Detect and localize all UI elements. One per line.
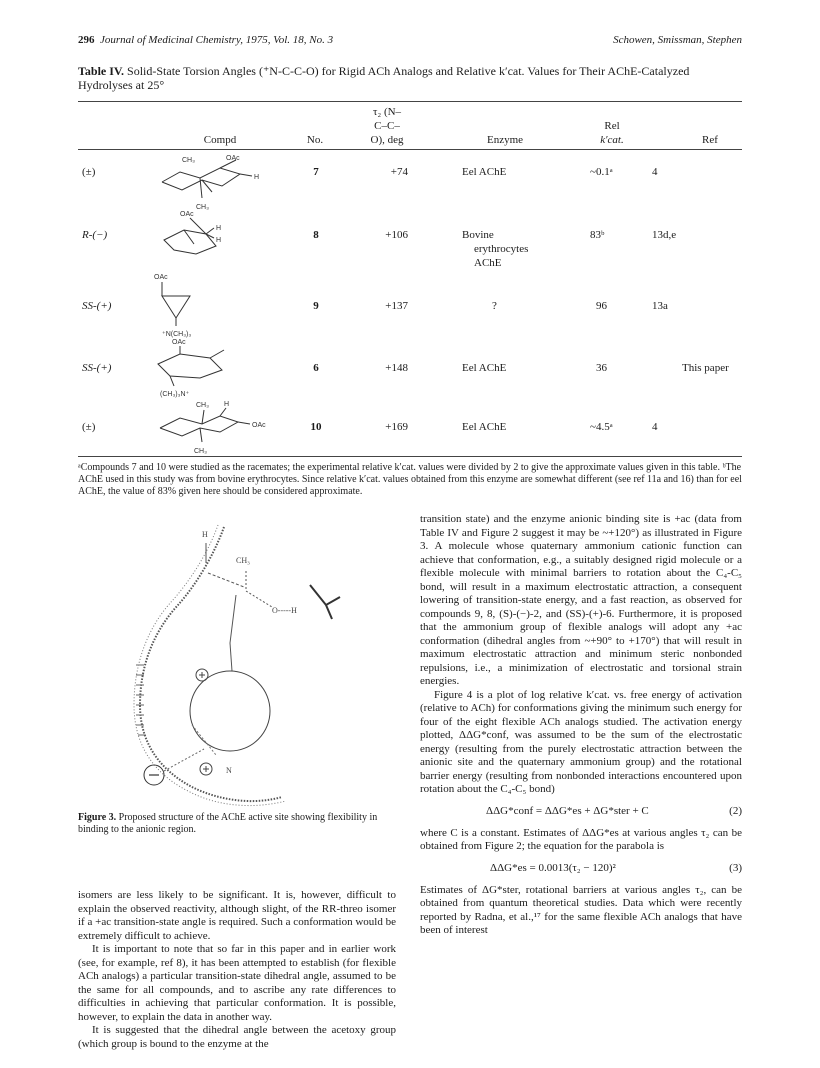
equation-3-row: [420, 854, 742, 884]
page-number: 296: [78, 34, 95, 46]
equation-3-number: (3): [729, 861, 742, 874]
s8-oac-label: OAc: [180, 211, 194, 218]
figure-3-label: Figure 3.: [78, 812, 117, 823]
row9-rel: 96: [596, 300, 607, 312]
row9-enzyme: ?: [492, 300, 497, 312]
s8-h2-label: H: [216, 237, 222, 244]
row7-tau: +74: [390, 166, 408, 178]
header-compd: Compd: [203, 134, 237, 146]
right-paragraph-3: where C is a constant. Estimates of ΔΔG*es at various angles τ₂ can be obtained from Figure 2; the equation for the parabola is: [420, 826, 742, 852]
row7-config: (±): [82, 166, 96, 178]
s7-oac-label: OAc: [226, 155, 240, 162]
row7-no: 7: [313, 166, 319, 178]
s10-h-label: H: [224, 401, 230, 408]
row6-config: SS-(+): [82, 362, 112, 374]
table-header-rule: [78, 149, 742, 150]
header-tau-line1: τ₂ (N–: [372, 106, 402, 118]
row9-ref: 13a: [652, 300, 668, 312]
header-tau-line3: O), deg: [370, 134, 404, 146]
header-enzyme: Enzyme: [486, 134, 524, 146]
structure-compound-7: [140, 152, 280, 212]
row6-ref: This paper: [682, 362, 729, 374]
row10-tau: +169: [385, 421, 408, 433]
table-top-rule: [78, 101, 742, 102]
row7-rel: ~0.1ᵃ: [590, 166, 613, 178]
right-column: [420, 513, 742, 938]
s7-h-label: H: [254, 174, 260, 181]
s6-n-label: (CH₃)₃N⁺: [160, 391, 190, 398]
header-ref: Ref: [702, 134, 718, 146]
row9-config: SS-(+): [82, 300, 112, 312]
s7-top-label: CH₃: [182, 157, 195, 164]
right-paragraph-4: Estimates of ΔG*ster, rotational barriers at various angles τ₂, can be obtained from quantum theoretical studies. Data which were recently reported by Radna, et al.,¹⁷ for the same flexible ACh analogs that have been of interest: [420, 883, 742, 936]
journal-citation: Journal of Medicinal Chemistry, 1975, Vol. 18, No. 3: [100, 34, 334, 46]
structure-compound-8: [150, 208, 240, 263]
running-authors: Schowen, Smissman, Stephen: [613, 34, 742, 46]
row8-enzyme-line1: Bovine: [462, 229, 494, 241]
s6-oac-label: OAc: [172, 339, 186, 346]
equation-2: ΔΔG*conf = ΔΔG*es + ΔG*ster + C: [486, 804, 649, 817]
table-caption: Solid-State Torsion Angles (⁺N-C-C-O) for Rigid ACh Analogs and Relative k′cat. Values for Their AChE-Catalyzed Hydrolyses at 25°: [78, 64, 690, 92]
row10-no: 10: [310, 421, 322, 433]
row6-rel: 36: [596, 362, 607, 374]
figure-3-drawing: [96, 515, 356, 807]
row8-tau: +106: [385, 229, 408, 241]
structure-compound-9: [150, 270, 240, 340]
right-paragraph-1: transition state) and the enzyme anionic binding site is +ac (data from Table IV and Figure 2 suggest it may be ~+120°) as illustrated in Figure 3. A molecule whose quaternary ammonium cationic function can achieve that conformation, e.g., a suitably designed rigid molecule or a flexible molecule with minimal barriers to rotation about the C₄-C₅ bond, will result in a maximum electrostatic attraction, a consequent lowering of transition-state energy, and a fast reaction, as observed for compounds 9, 8, (S)-(−)-2, and (SS)-(+)-6. Furthermore, it is proposed that the ammonium group of flexible analogs will adopt any +ac conformation (dihedral angles from ~+90° to +170°) that will result in maximum electrostatic attraction and minimum steric nonbonded repulsions, i.e., a minimization of electrostatic and torsional strain energies.: [420, 513, 742, 687]
left-paragraph-3: It is suggested that the dihedral angle between the acetoxy group (which group is bound to the enzyme at the: [78, 1024, 396, 1050]
row8-enzyme-line2: erythrocytes: [474, 243, 529, 255]
row7-enzyme: Eel AChE: [462, 166, 507, 178]
fig-h-label: H: [202, 530, 208, 539]
row6-tau: +148: [385, 362, 408, 374]
fig-ch3-label: CH₃: [236, 556, 250, 565]
equation-2-row: [420, 797, 742, 827]
s9-oac-label: OAc: [154, 274, 168, 281]
row8-rel: 83ᵇ: [590, 229, 605, 241]
s7-bottom-label: CH₃: [196, 204, 209, 211]
s10-oac-label: OAc: [252, 422, 266, 429]
table-footnote: ᵃCompounds 7 and 10 were studied as the racemates; the experimental relative k′cat. values were divided by 2 to give the approximate values given in this table. ᵇThe AChE used in this study was from bovine erythrocytes. Since relative k′cat. values obtained from this enzyme are somewhat different (see ref 11a and 16) than for eel AChE, the value of 83% given here should be considered approximate.: [78, 462, 742, 497]
left-paragraph-1: isomers are less likely to be significant. It is, however, difficult to explain the observed reactivity, although slight, of the RR-threo isomer if a +ac transition-state angle is required. Such a conformation would be extremely difficult to achieve.: [78, 889, 396, 942]
row10-config: (±): [82, 421, 96, 433]
figure-3: [96, 515, 356, 812]
row7-ref: 4: [652, 166, 658, 178]
figure-3-caption: [78, 812, 396, 836]
table-title: [78, 64, 718, 92]
right-paragraph-2: Figure 4 is a plot of log relative k′cat. vs. free energy of activation (relative to ACh) for conformations giving the minimum such energy for four of the eight flexible ACh analogs studied. The activation energy plotted, ΔΔG*conf, was assumed to be the sum of the electrostatic energy (resulting from the purely electrostatic attraction between the anionic site and the quaternary ammonium group) and the rotational barrier energy (resulting from nonbonded interactions encountered upon rotation about the C₄-C₅ bond): [420, 688, 742, 795]
left-paragraph-2: It is important to note that so far in this paper and in earlier work (see, for example, ref 8), it has been attempted to establish (for flexible ACh analogs) a particular transition-state dihedral angle, assumed to be the same for all compounds, and to ascribe any rate differences to difficulties in achieving that particular conformation. It is possible, however, to explain the data in another way.: [78, 943, 396, 1023]
s8-h1-label: H: [216, 225, 222, 232]
row10-enzyme: Eel AChE: [462, 421, 507, 433]
equation-2-number: (2): [729, 804, 742, 817]
row9-no: 9: [313, 300, 319, 312]
s9-n-label: ⁺N(CH₃)₃: [162, 331, 192, 338]
equation-3: ΔΔG*es = 0.0013(τ₂ − 120)²: [490, 861, 616, 874]
structure-compound-6: [150, 336, 250, 398]
fig-n-label: N: [226, 766, 232, 775]
row8-enzyme-line3: AChE: [474, 257, 502, 269]
row6-enzyme: Eel AChE: [462, 362, 507, 374]
row10-rel: ~4.5ᵃ: [590, 421, 613, 433]
row6-no: 6: [313, 362, 319, 374]
fig-oh-label: O-----H: [272, 606, 297, 615]
row8-no: 8: [313, 229, 319, 241]
header-rel-kcat: k′cat.: [600, 134, 624, 146]
s10-top-label: CH₃: [196, 402, 209, 409]
header-rel: Rel: [604, 120, 620, 132]
row10-ref: 4: [652, 421, 658, 433]
row8-config: R-(−): [82, 229, 108, 241]
row8-ref: 13d,e: [652, 229, 677, 241]
row9-tau: +137: [385, 300, 408, 312]
header-no: No.: [306, 134, 324, 146]
structure-compound-10: [140, 398, 280, 456]
figure-3-caption-text: Proposed structure of the AChE active site showing flexibility in binding to the anionic region.: [78, 812, 378, 835]
left-column: [78, 889, 396, 1051]
table-label: Table IV.: [78, 64, 125, 78]
table-bottom-rule: [78, 456, 742, 457]
header-tau-line2: C–C–: [374, 120, 400, 132]
s10-bottom-label: CH₃: [194, 448, 207, 455]
